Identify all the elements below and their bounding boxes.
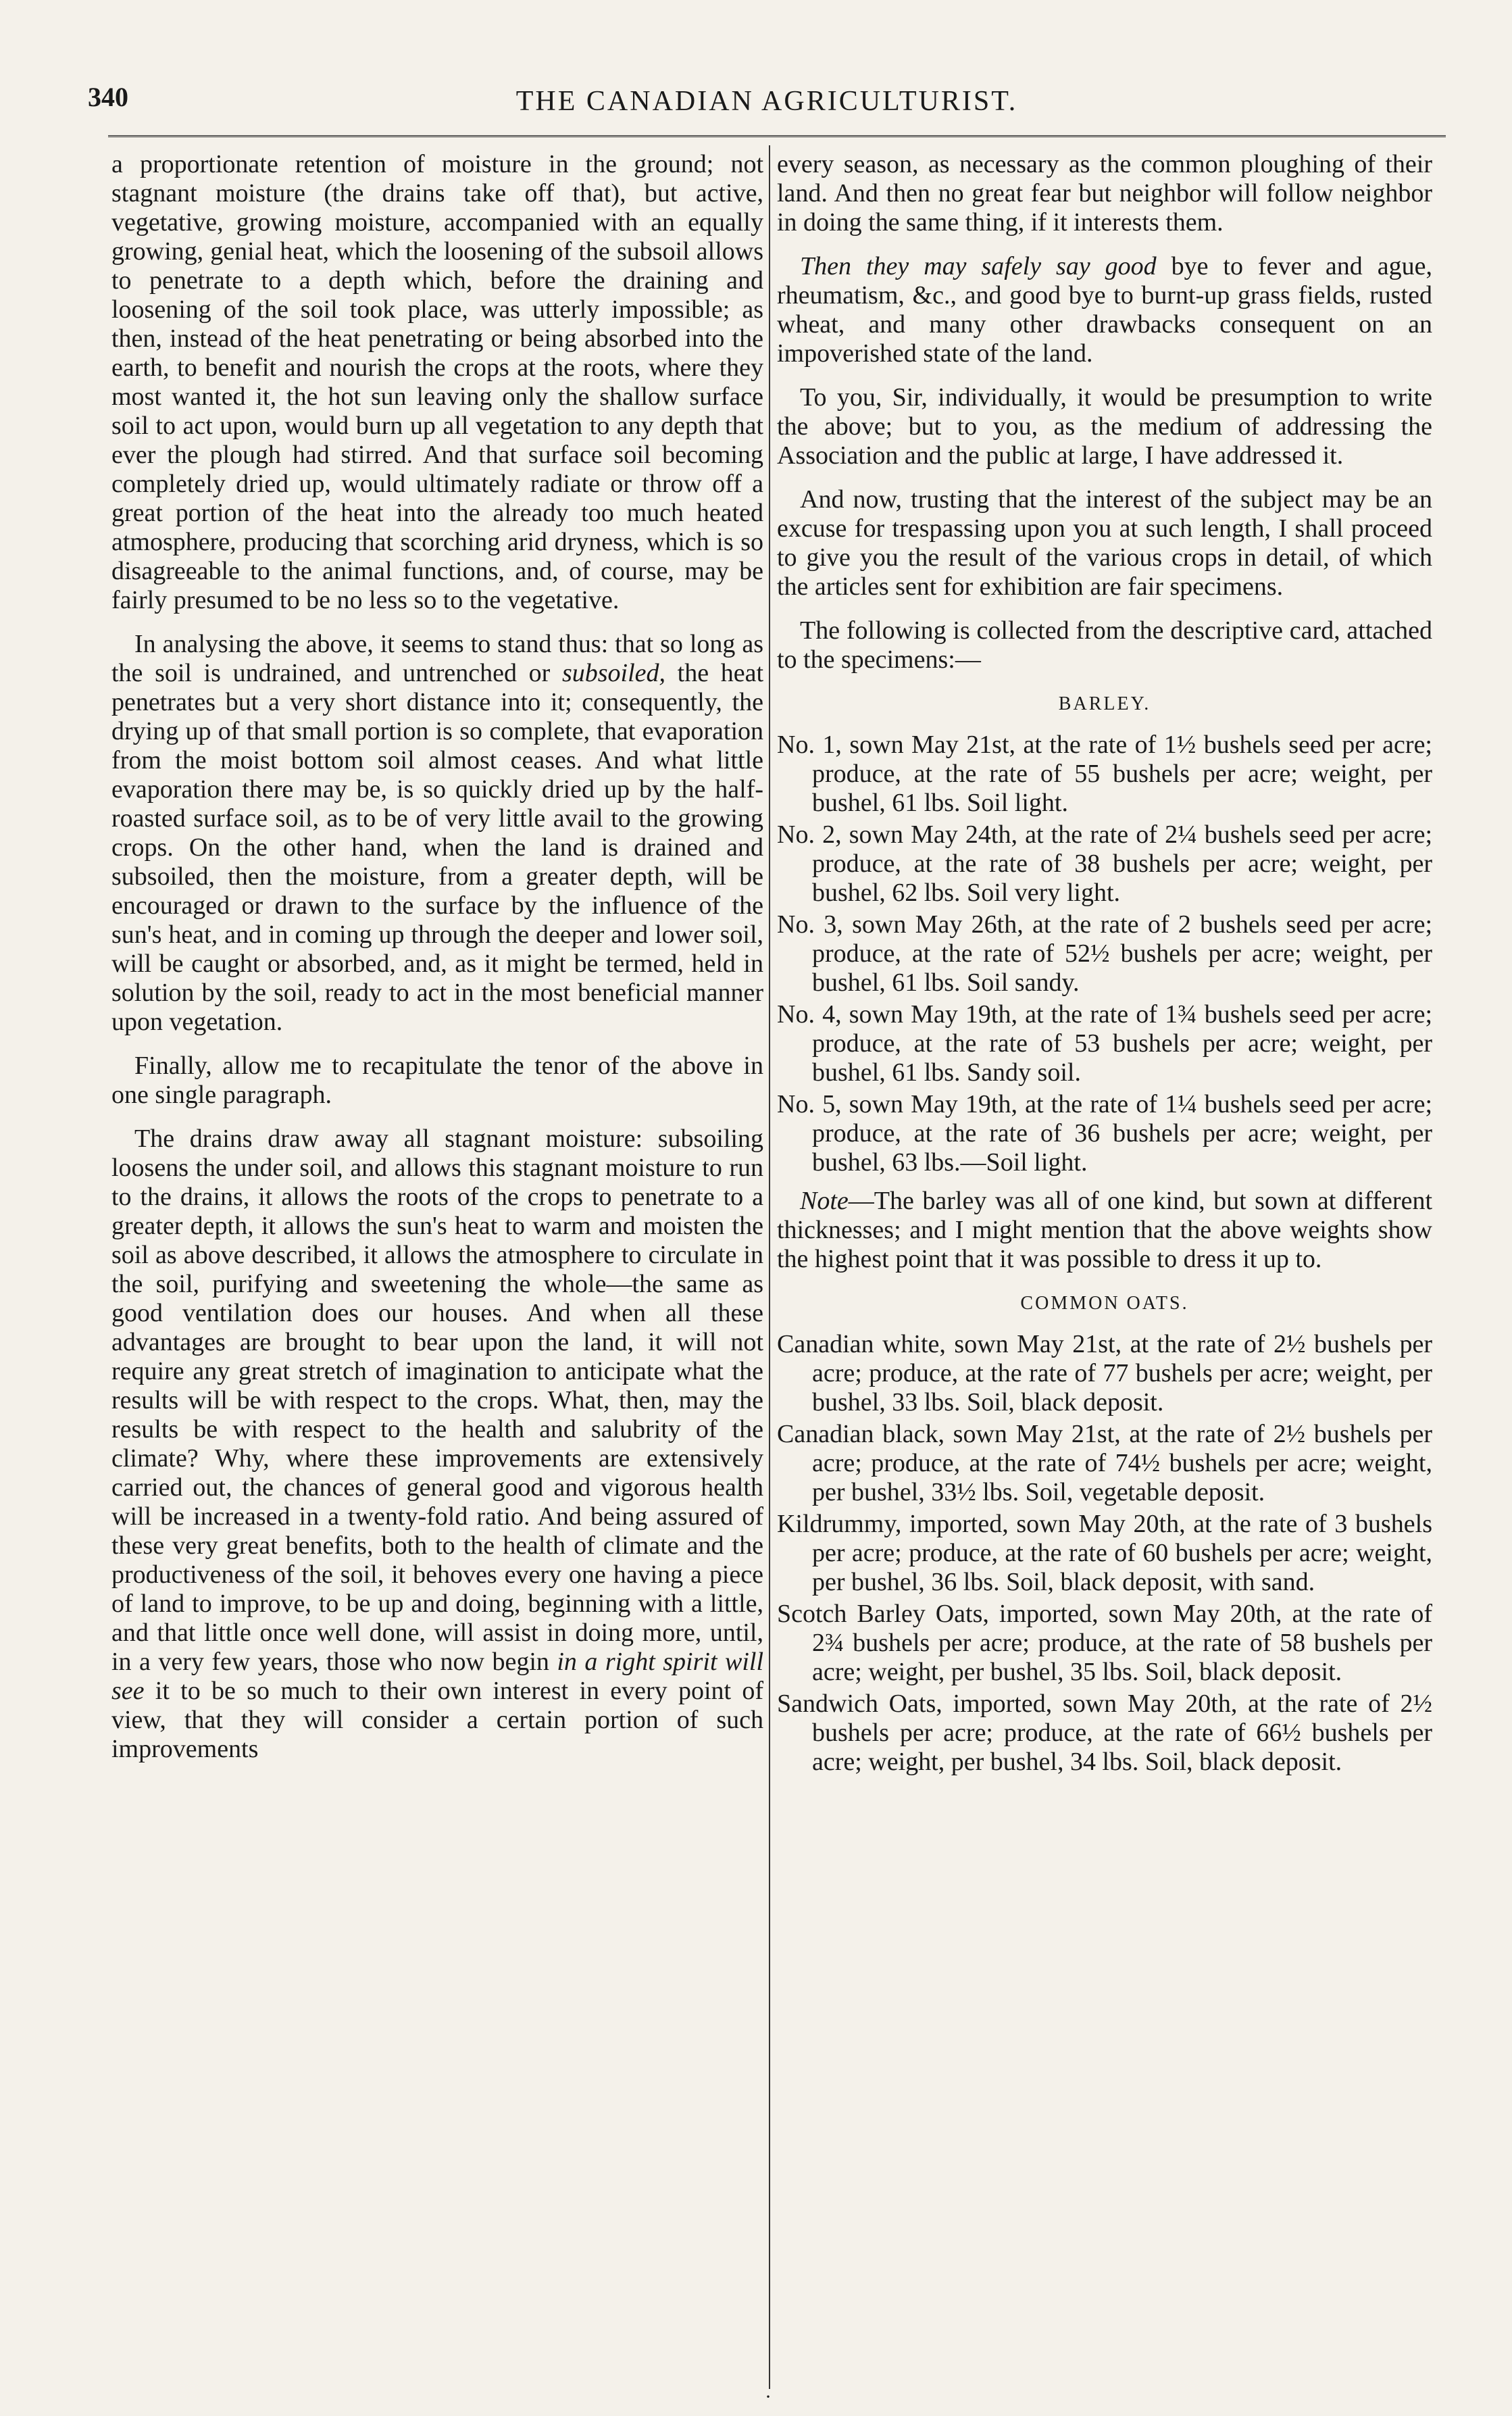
- paragraph: And now, trusting that the interest of the subject may be an excuse for trespassing upon you at such length, I shall proceed to give you the result of the various crops in detail, of which the articles sent for exhibition are fair specimens.: [777, 485, 1432, 601]
- right-column: [777, 150, 1432, 1779]
- note-label: Note: [800, 1187, 849, 1215]
- page-header: [88, 81, 1446, 128]
- page-number: 340: [88, 82, 128, 112]
- paragraph: The following is collected from the descriptive card, attached to the specimens:—: [777, 616, 1432, 674]
- left-column: [111, 150, 763, 1779]
- paragraph: Finally, allow me to recapitulate the tenor of the above in one single paragraph.: [111, 1052, 763, 1109]
- oats-entry: Scotch Barley Oats, imported, sown May 20th, at the rate of 2¾ bushels per acre; produce, at the rate of 58 bushels per acre; weight, per bushel, 35 lbs. Soil, black deposit.: [777, 1600, 1432, 1686]
- section-heading-oats: COMMON OATS.: [1020, 1293, 1189, 1314]
- running-title: THE CANADIAN AGRICULTURIST.: [515, 86, 1018, 117]
- paragraph: every season, as necessary as the common ploughing of their land. And then no great fear but neighbor will follow neighbor in doing the same thing, if it interests them.: [777, 150, 1432, 237]
- oats-entry: Canadian white, sown May 21st, at the rate of 2½ bushels per acre; produce, at the rate of 77 bushels per acre; weight, per bushel, 33 lbs. Soil, black deposit.: [777, 1330, 1432, 1416]
- text-span: The drains draw away all stagnant moisture: subsoiling loosens the under soil, and allows this stagnant moisture to run to the drains, it allows the roots of the crops to penetrate to a greater depth, it allows the sun's heat to warm and moisten the soil as above described, it allows the atmosphere to circulate in the soil, purifying and sweetening the whole—the same as good ventilation does our houses. And when all these advantages are brought to bear upon the land, it will not require any great stretch of imagination to anticipate what the results will be with respect to the crops. What, then, may the results be with respect to the health and salubrity of the climate? Why, where these improvements are extensively carried out, the chances of general good and vigorous health will be increased in a twenty-fold ratio. And being assured of these very great benefits, both to the health of climate and the productiveness of the soil, it behoves every one having a piece of land to improve, to be up and doing, beginning with a little, and that little once well done, will assist in doing more, until, in a very few years, those who now begin: [111, 1125, 763, 1676]
- oats-entry: Sandwich Oats, imported, sown May 20th, at the rate of 2½ bushels per acre; produce, at the rate of 66½ bushels per acre; weight, per bushel, 34 lbs. Soil, black deposit.: [777, 1690, 1432, 1776]
- barley-entry: No. 1, sown May 21st, at the rate of 1½ bushels seed per acre; produce, at the rate of 55 bushels per acre; weight, per bushel, 61 lbs. Soil light.: [777, 731, 1432, 817]
- italic-span: subsoiled,: [561, 659, 665, 687]
- paragraph: To you, Sir, individually, it would be presumption to write the above; but to you, as the medium of addressing the Association and the public at large, I have addressed it.: [777, 383, 1432, 470]
- italic-span: in a right spirit will see: [111, 1648, 763, 1705]
- header-rule: [108, 135, 1446, 137]
- column-divider: [769, 145, 770, 2389]
- barley-entry: No. 2, sown May 24th, at the rate of 2¼ bushels seed per acre; produce, at the rate of 38 bushels per acre; weight, per bushel, 62 lbs. Soil very light.: [777, 820, 1432, 907]
- paragraph: [111, 1125, 763, 1764]
- text-span: the heat penetrates but a very short distance into it; consequently, the drying up of that small portion is so complete, that evaporation from the moist bottom soil almost ceases. And what little evaporation there may be, is so quickly dried up by the half-roasted surface soil, as to be of very little avail to the growing crops. On the other hand, when the land is drained and subsoiled, then the moisture, from a greater depth, will be encouraged or drawn to the surface by the influence of the sun's heat, and in coming up through the deeper and lower soil, will be caught or absorbed, and, as it might be termed, held in solution by the soil, ready to act in the most beneficial manner upon vegetation.: [111, 659, 763, 1036]
- paragraph: [777, 252, 1432, 368]
- italic-span: Then they may safely say good: [800, 252, 1157, 280]
- barley-entry: No. 5, sown May 19th, at the rate of 1¼ bushels seed per acre; produce, at the rate of 36 bushels per acre; weight, per bushel, 63 lbs.—Soil light.: [777, 1090, 1432, 1177]
- text-span: it to be so much to their own interest in every point of view, that they will consider a certain portion of such improvements: [111, 1677, 763, 1763]
- end-dot: ·: [765, 2386, 772, 2408]
- text-span: In analysing the above, it seems to stand thus: that so long as the soil is undrained, and untrenched or: [111, 630, 763, 687]
- note-paragraph: [777, 1187, 1432, 1274]
- paragraph: [111, 630, 763, 1037]
- section-heading-barley: BARLEY.: [1058, 693, 1151, 714]
- barley-entry: No. 3, sown May 26th, at the rate of 2 bushels seed per acre; produce, at the rate of 52½ bushels per acre; weight, per bushel, 61 lbs. Soil sandy.: [777, 910, 1432, 997]
- note-text: —The barley was all of one kind, but sown at different thicknesses; and I might mention that the above weights show the highest point that it was possible to dress it up to.: [777, 1187, 1432, 1273]
- text-span: bye to fever and ague, rheumatism, &c., and good bye to burnt-up grass fields, rusted wheat, and many other drawbacks consequent on an impoverished state of the land.: [777, 252, 1432, 368]
- oats-entry: Kildrummy, imported, sown May 20th, at the rate of 3 bushels per acre; produce, at the rate of 60 bushels per acre; weight, per bushel, 36 lbs. Soil, black deposit, with sand.: [777, 1510, 1432, 1596]
- oats-entry: Canadian black, sown May 21st, at the rate of 2½ bushels per acre; produce, at the rate of 74½ bushels per acre; weight, per bushel, 33½ lbs. Soil, vegetable deposit.: [777, 1420, 1432, 1506]
- paragraph: a proportionate retention of moisture in the ground; not stagnant moisture (the drains take off that), but active, vegetative, growing moisture, accompanied with an equally growing, genial heat, which the loosening of the subsoil allows to penetrate to a depth which, before the draining and loosening of the soil took place, was utterly impossible; as then, instead of the heat penetrating or being absorbed into the earth, to benefit and nourish the crops at the roots, where they most wanted it, the hot sun leaving only the shallow surface soil to act upon, would burn up all vegetation to any depth that ever the plough had stirred. And that surface soil becoming completely dried up, would ultimately radiate or throw off a great portion of the heat into the already too much heated atmosphere, producing that scorching arid dryness, which is so disagreeable to the animal functions, and, of course, may be fairly presumed to be no less so to the vegetative.: [111, 150, 763, 614]
- barley-entry: No. 4, sown May 19th, at the rate of 1¾ bushels seed per acre; produce, at the rate of 53 bushels per acre; weight, per bushel, 61 lbs. Sandy soil.: [777, 1000, 1432, 1087]
